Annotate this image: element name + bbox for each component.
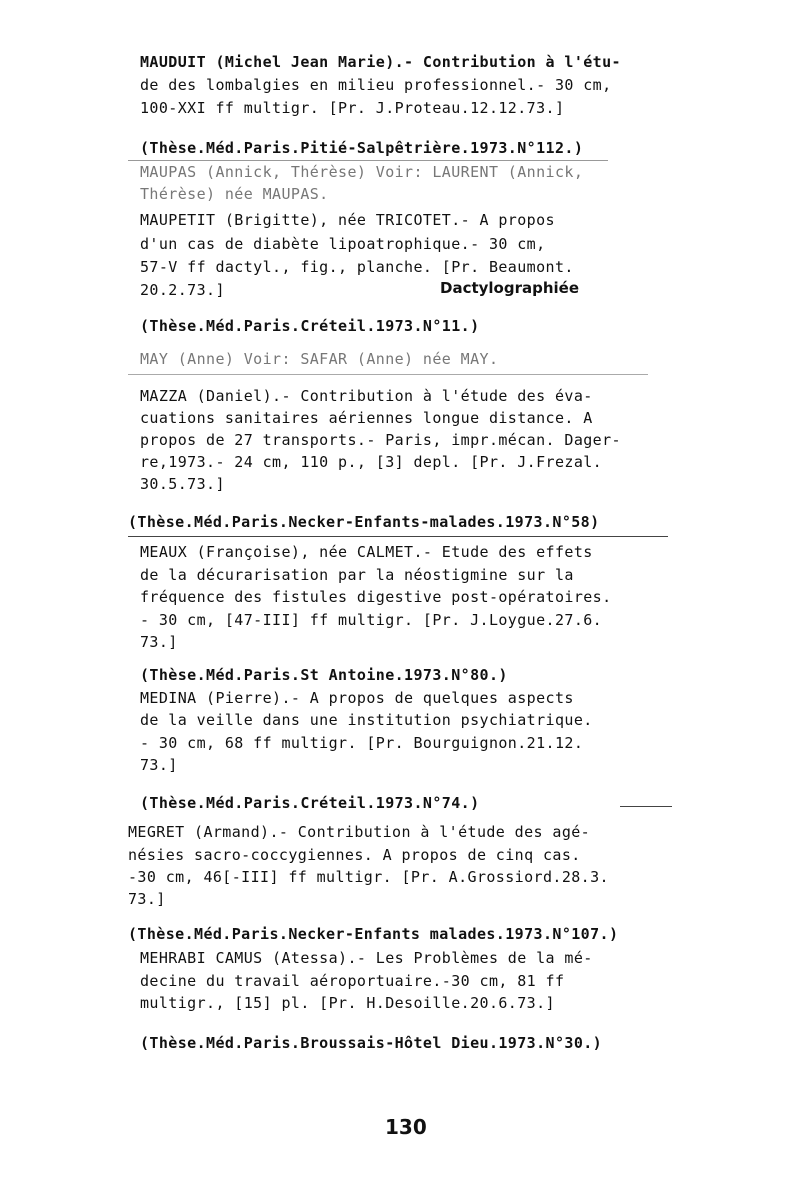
entry-line: de la décurarisation par la néostigmine sur la [140,566,574,584]
entry-line: Thérèse) née MAUPAS. [140,185,329,203]
divider [128,160,608,161]
entry-line: d'un cas de diabète lipoatrophique.- 30 cm, [140,235,546,253]
entry-line: MAUPAS (Annick, Thérèse) Voir: LAURENT (Annick, [140,163,584,181]
entry-source: (Thèse.Méd.Paris.Créteil.1973.N°11.) [140,317,480,335]
entry-line: 100-XXI ff multigr. [Pr. J.Proteau.12.12.73.] [140,99,565,117]
entry-line: MAUDUIT (Michel Jean Marie).- Contribution à l'étu- [140,53,621,71]
entry-line: 73.] [128,890,166,908]
divider [620,806,672,807]
entry-line: 57-V ff dactyl., fig., planche. [Pr. Beaumont. [140,258,574,276]
entry-line: MAUPETIT (Brigitte), née TRICOTET.- A propos [140,211,555,229]
entry-line: re,1973.- 24 cm, 110 p., [3] depl. [Pr. J.Frezal. [140,453,603,471]
entry-line: 73.] [140,633,178,651]
entry-source: (Thèse.Méd.Paris.Créteil.1973.N°74.) [140,794,480,812]
divider [128,374,648,375]
entry-line: MEGRET (Armand).- Contribution à l'étude des agé- [128,823,591,841]
entry-line: MAZZA (Daniel).- Contribution à l'étude des éva- [140,387,593,405]
page-number: 130 [385,1115,427,1139]
entry-source: (Thèse.Méd.Paris.Necker-Enfants-malades.1973.N°58) [128,513,600,531]
entry-line: -30 cm, 46[-III] ff multigr. [Pr. A.Grossiord.28.3. [128,868,609,886]
entry-line: propos de 27 transports.- Paris, impr.mécan. Dager- [140,431,621,449]
entry-line: multigr., [15] pl. [Pr. H.Desoille.20.6.73.] [140,994,555,1012]
entry-line: 20.2.73.] [140,281,225,299]
entry-line: - 30 cm, [47-III] ff multigr. [Pr. J.Loygue.27.6. [140,611,603,629]
entry-line: MEAUX (Françoise), née CALMET.- Etude des effets [140,543,593,561]
entry-line: MEHRABI CAMUS (Atessa).- Les Problèmes de la mé- [140,949,593,967]
entry-line: fréquence des fistules digestive post-opératoires. [140,588,612,606]
divider [128,536,668,537]
entry-line: de des lombalgies en milieu professionnel.- 30 cm, [140,76,612,94]
entry-line: MAY (Anne) Voir: SAFAR (Anne) née MAY. [140,350,499,368]
entry-line: 30.5.73.] [140,475,225,493]
entry-line: 73.] [140,756,178,774]
entry-line: - 30 cm, 68 ff multigr. [Pr. Bourguignon.21.12. [140,734,584,752]
entry-line: nésies sacro-coccygiennes. A propos de cinq cas. [128,846,581,864]
entry-line: MEDINA (Pierre).- A propos de quelques aspects [140,689,574,707]
dactylographiee-stamp: Dactylographiée [440,279,580,297]
entry-source: (Thèse.Méd.Paris.Broussais-Hôtel Dieu.1973.N°30.) [140,1034,603,1052]
entry-source: (Thèse.Méd.Paris.Pitié-Salpêtrière.1973.N°112.) [140,139,584,157]
entry-source: (Thèse.Méd.Paris.Necker-Enfants malades.1973.N°107.) [128,925,619,943]
entry-line: de la veille dans une institution psychiatrique. [140,711,593,729]
entry-line: cuations sanitaires aériennes longue distance. A [140,409,593,427]
entry-source: (Thèse.Méd.Paris.St Antoine.1973.N°80.) [140,666,508,684]
entry-line: decine du travail aéroportuaire.-30 cm, 81 ff [140,972,565,990]
